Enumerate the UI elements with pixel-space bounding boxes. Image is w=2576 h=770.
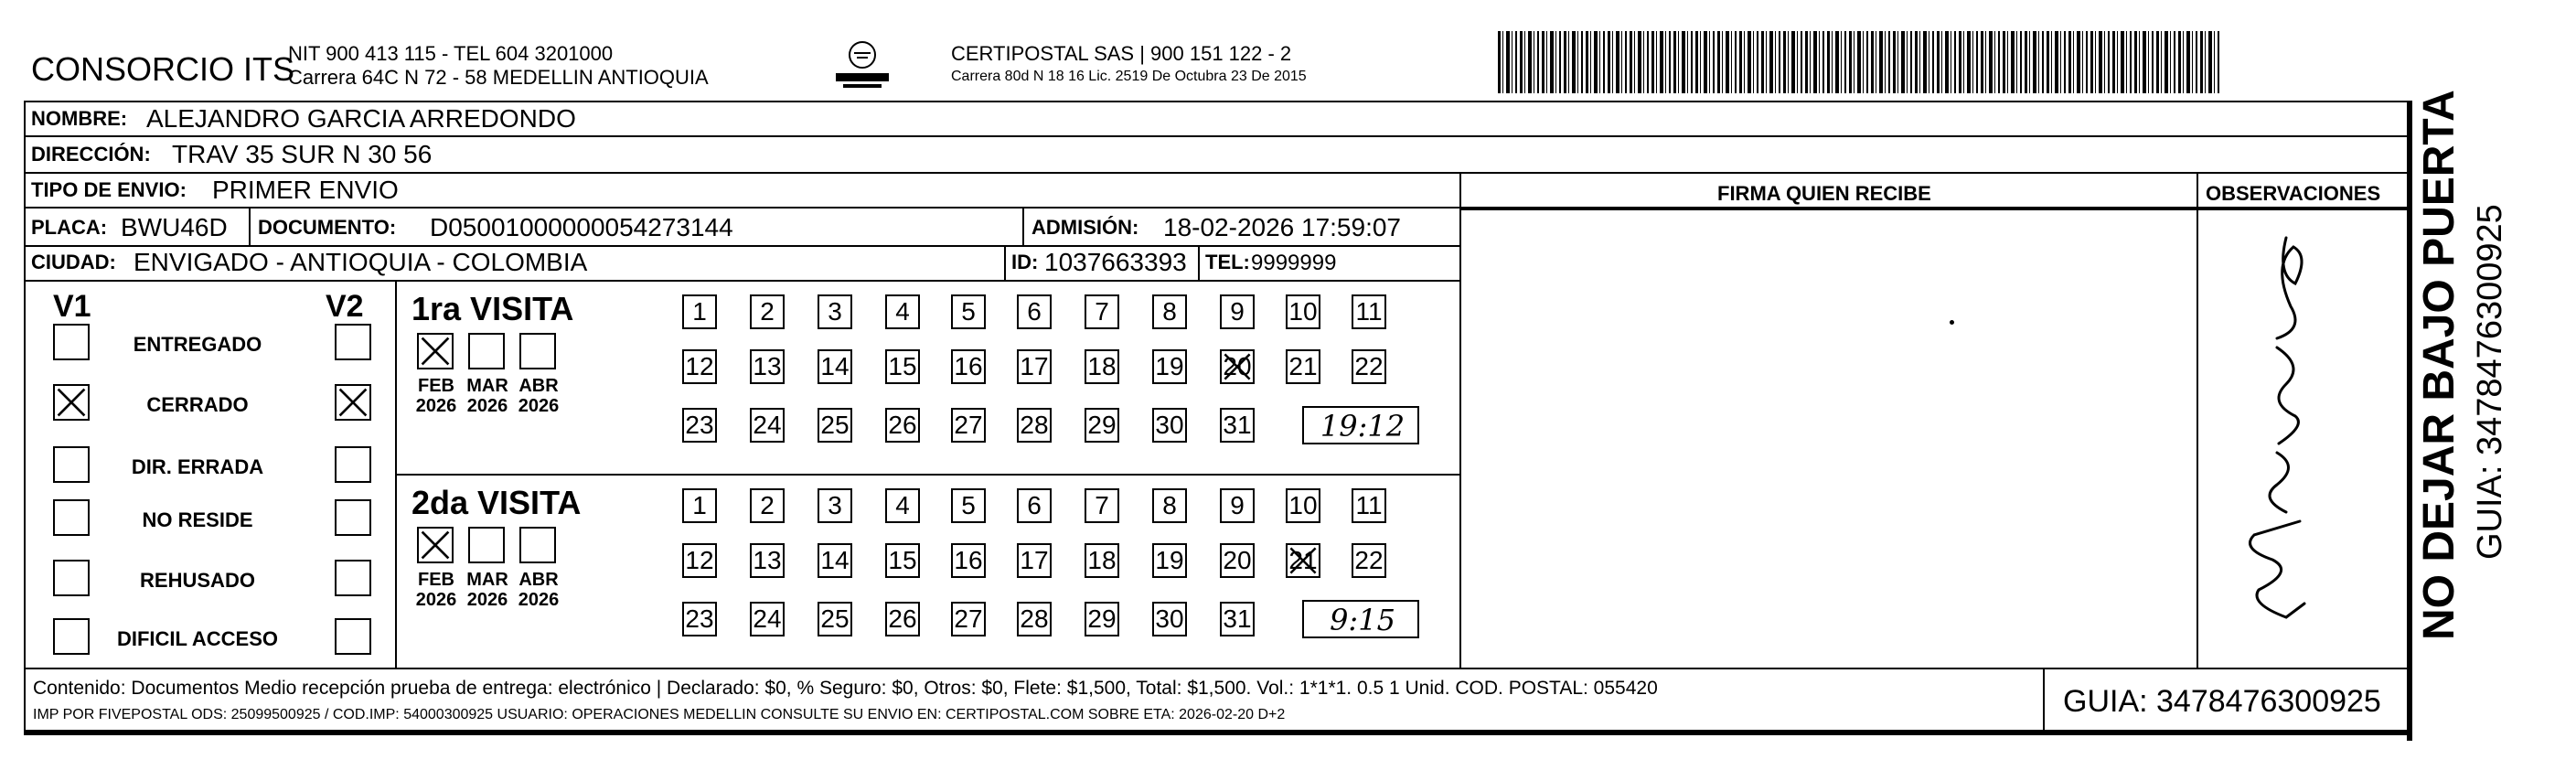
second-visit-day-box[interactable] [951,488,986,523]
nombre-value: ALEJANDRO GARCIA ARREDONDO [146,104,576,133]
first-visit-month-box[interactable] [468,333,505,369]
second-visit-year-label: 2026 [466,590,508,610]
second-visit-day-box[interactable] [1286,488,1320,523]
second-visit-day-number: 14 [820,546,850,574]
second-visit-day-box[interactable] [1085,543,1119,578]
second-visit-day-box[interactable] [885,488,920,523]
second-visit-day-box[interactable] [818,602,852,636]
first-visit-day-box[interactable] [682,408,717,443]
second-visit-day-box[interactable] [682,543,717,578]
second-visit-month-box[interactable] [417,527,454,563]
first-visit-month-box[interactable] [417,333,454,369]
first-visit-day-box[interactable] [1085,349,1119,384]
id-value: 1037663393 [1044,248,1187,276]
footer-content: Contenido: Documentos Medio recepción prueba de entrega: electrónico | Declarado: $0, % Seguro: $0, Otros: $0, Flete: $1,500, Total: $1,500. Vol.: 1*1*1. 0.5 1 Unid. COD. POSTAL: 055420 [33,678,1658,699]
second-visit-day-box[interactable] [1152,488,1187,523]
first-visit-day-number: 31 [1223,411,1252,439]
courier-license: Carrera 80d N 18 16 Lic. 2519 De Octubra 23 De 2015 [951,69,1307,84]
first-visit-day-number: 21 [1288,352,1318,380]
first-visit-year-label: 2026 [518,396,560,416]
first-visit-month-label: ABR [518,376,559,396]
second-visit-day-box[interactable] [818,543,852,578]
tel-label: TEL: [1205,251,1250,273]
second-visit-day-number: 30 [1155,604,1184,633]
second-visit-day-number: 1 [692,491,707,519]
second-visit-day-number: 24 [753,604,782,633]
second-visit-day-number: 25 [820,604,850,633]
first-visit-time-text: 19:12 [1320,409,1406,444]
status-label: ENTREGADO [133,333,262,356]
first-visit-month-label: FEB [418,376,454,396]
ciudad-value: ENVIGADO - ANTIOQUIA - COLOMBIA [134,248,588,276]
first-visit-day-box[interactable] [750,408,785,443]
first-visit-day-number: 25 [820,411,850,439]
first-visit-day-box[interactable] [951,294,986,329]
first-visit-day-box[interactable] [818,408,852,443]
first-visit-day-box[interactable] [1152,294,1187,329]
second-visit-day-number: 21 [1288,546,1318,574]
v2-header: V2 [326,289,364,324]
second-visit-day-box[interactable] [1085,602,1119,636]
second-visit-day-box[interactable] [1017,543,1052,578]
second-visit-day-number: 9 [1230,491,1245,519]
second-visit-day-box[interactable] [750,543,785,578]
second-visit-day-box[interactable] [885,543,920,578]
first-visit-day-number: 5 [961,297,976,326]
first-visit-month-label: MAR [466,376,508,396]
second-visit-day-box[interactable] [682,602,717,636]
dot-mark [1950,320,1954,325]
first-visit-title: 1ra VISITA [412,290,574,327]
admision-value: 18-02-2026 17:59:07 [1163,213,1401,241]
first-visit-day-box[interactable] [750,294,785,329]
status-label: DIR. ERRADA [131,455,264,478]
side-guia: GUIA: 3478476300925 [2471,204,2509,560]
first-visit-day-number: 29 [1087,411,1117,439]
first-visit-day-box[interactable] [1352,294,1386,329]
status-label: DIFICIL ACCESO [116,627,278,650]
first-visit-day-number: 20 [1223,352,1252,380]
direccion-label: DIRECCIÓN: [31,143,151,166]
footer-print-info: IMP POR FIVEPOSTAL ODS: 25099500925 / COD.IMP: 54000300925 USUARIO: OPERACIONES MEDELLIN CONSULTE SU ENVIO EN: CERTIPOSTAL.COM SOBRE ETA: 2026-02-20 D+2 [33,707,1286,722]
second-visit-time-text: 9:15 [1330,603,1395,637]
second-visit-day-box[interactable] [1152,543,1187,578]
first-visit-day-box[interactable] [1152,349,1187,384]
second-visit-month-box[interactable] [519,527,556,563]
first-visit-day-number: 4 [895,297,910,326]
second-visit-day-number: 16 [954,546,983,574]
first-visit-day-box[interactable] [682,349,717,384]
side-warning: NO DEJAR BAJO PUERTA [2415,90,2464,640]
first-visit-day-number: 19 [1155,352,1184,380]
second-visit-day-box[interactable] [1220,543,1255,578]
second-visit-day-number: 17 [1020,546,1049,574]
first-visit-day-number: 28 [1020,411,1049,439]
direccion-value: TRAV 35 SUR N 30 56 [172,140,433,168]
status-label: REHUSADO [140,569,255,592]
first-visit-day-box[interactable] [750,349,785,384]
v1-header: V1 [53,289,91,324]
signature [2222,219,2332,631]
first-visit-month-box[interactable] [519,333,556,369]
second-visit-day-number: 20 [1223,546,1252,574]
second-visit-day-number: 5 [961,491,976,519]
first-visit-day-box[interactable] [1017,349,1052,384]
first-visit-day-box[interactable] [1286,349,1320,384]
footer-guia: GUIA: 3478476300925 [2063,684,2381,719]
second-visit-day-number: 29 [1087,604,1117,633]
nombre-label: NOMBRE: [31,107,128,130]
second-visit-day-number: 19 [1155,546,1184,574]
first-visit-day-box[interactable] [1220,349,1255,384]
second-visit-day-box[interactable] [1152,602,1187,636]
company-address: Carrera 64C N 72 - 58 MEDELLIN ANTIOQUIA [288,66,709,89]
first-visit-day-box[interactable] [951,349,986,384]
first-visit-day-box[interactable] [818,294,852,329]
second-visit-day-box[interactable] [1352,488,1386,523]
first-visit-day-box[interactable] [1085,294,1119,329]
first-visit-day-number: 10 [1288,297,1318,326]
second-visit-day-box[interactable] [1017,602,1052,636]
first-visit-day-number: 7 [1095,297,1109,326]
second-visit-day-number: 18 [1087,546,1117,574]
tel-value: 9999999 [1251,251,1337,275]
documento-label: DOCUMENTO: [258,216,397,239]
second-visit-day-number: 2 [760,491,775,519]
first-visit-day-box[interactable] [885,294,920,329]
second-visit-day-box[interactable] [951,543,986,578]
tipo-envio-label: TIPO DE ENVIO: [31,178,187,201]
company-name: CONSORCIO ITS [31,50,295,88]
second-visit-day-box[interactable] [1352,543,1386,578]
second-visit-day-number: 22 [1354,546,1384,574]
first-visit-day-number: 16 [954,352,983,380]
second-visit-day-number: 3 [828,491,842,519]
first-visit-year-label: 2026 [466,396,508,416]
company-nit: NIT 900 413 115 - TEL 604 3201000 [288,42,614,65]
observaciones-header: OBSERVACIONES [2206,182,2381,205]
second-visit-day-number: 10 [1288,491,1318,519]
first-visit-day-number: 15 [888,352,917,380]
second-visit-day-number: 4 [895,491,910,519]
second-visit-day-box[interactable] [885,602,920,636]
barcode [1498,31,2222,93]
second-visit-month-label: MAR [466,570,508,590]
second-visit-year-label: 2026 [415,590,457,610]
id-label: ID: [1011,251,1039,273]
first-visit-day-number: 22 [1354,352,1384,380]
second-visit-day-number: 27 [954,604,983,633]
first-visit-day-number: 3 [828,297,842,326]
second-visit-month-box[interactable] [468,527,505,563]
first-visit-day-box[interactable] [1017,294,1052,329]
second-visit-day-number: 23 [685,604,714,633]
first-visit-time-box [1302,406,1419,444]
courier-logo [832,38,893,93]
first-visit-year-label: 2026 [415,396,457,416]
second-visit-day-box[interactable] [951,602,986,636]
first-visit-day-box[interactable] [951,408,986,443]
second-visit-day-number: 8 [1162,491,1177,519]
second-visit-day-number: 31 [1223,604,1252,633]
first-visit-day-box[interactable] [1352,349,1386,384]
first-visit-day-number: 18 [1087,352,1117,380]
second-visit-day-box[interactable] [1220,602,1255,636]
first-visit-day-number: 9 [1230,297,1245,326]
status-label: NO RESIDE [142,508,253,531]
documento-value: D05001000000054273144 [430,213,733,241]
placa-label: PLACA: [31,216,108,239]
first-visit-day-box[interactable] [1286,294,1320,329]
second-visit-time-box [1302,600,1419,638]
first-visit-day-box[interactable] [682,294,717,329]
second-visit-day-box[interactable] [682,488,717,523]
first-visit-day-number: 23 [685,411,714,439]
second-visit-month-label: ABR [518,570,559,590]
second-visit-day-box[interactable] [1220,488,1255,523]
second-visit-day-number: 13 [753,546,782,574]
first-visit-day-number: 6 [1027,297,1042,326]
first-visit-day-number: 14 [820,352,850,380]
firma-header: FIRMA QUIEN RECIBE [1717,182,1931,205]
second-visit-day-box[interactable] [750,602,785,636]
second-visit-day-number: 11 [1355,491,1383,519]
first-visit-day-box[interactable] [1017,408,1052,443]
first-visit-day-number: 13 [753,352,782,380]
first-visit-day-number: 17 [1020,352,1049,380]
second-visit-day-box[interactable] [1017,488,1052,523]
first-visit-day-box[interactable] [1220,408,1255,443]
first-visit-day-number: 8 [1162,297,1177,326]
second-visit-day-box[interactable] [750,488,785,523]
courier-name: CERTIPOSTAL SAS | 900 151 122 - 2 [951,42,1292,65]
second-visit-year-label: 2026 [518,590,560,610]
first-visit-day-box[interactable] [1085,408,1119,443]
first-visit-day-number: 27 [954,411,983,439]
first-visit-day-box[interactable] [885,349,920,384]
first-visit-day-box[interactable] [1220,294,1255,329]
ciudad-label: CIUDAD: [31,251,116,273]
first-visit-day-number: 26 [888,411,917,439]
first-visit-day-number: 11 [1355,297,1383,326]
second-visit-title: 2da VISITA [412,484,582,521]
second-visit-day-box[interactable] [1286,543,1320,578]
second-visit-month-label: FEB [418,570,454,590]
second-visit-day-number: 12 [685,546,714,574]
first-visit-day-number: 2 [760,297,775,326]
first-visit-day-box[interactable] [1152,408,1187,443]
second-visit-day-number: 26 [888,604,917,633]
second-visit-day-number: 7 [1095,491,1109,519]
second-visit-day-box[interactable] [818,488,852,523]
first-visit-day-number: 24 [753,411,782,439]
first-visit-day-number: 12 [685,352,714,380]
second-visit-day-number: 15 [888,546,917,574]
first-visit-day-number: 1 [692,297,707,326]
placa-value: BWU46D [121,213,228,241]
first-visit-day-box[interactable] [885,408,920,443]
first-visit-day-box[interactable] [818,349,852,384]
first-visit-day-number: 30 [1155,411,1184,439]
second-visit-day-number: 6 [1027,491,1042,519]
second-visit-day-box[interactable] [1085,488,1119,523]
second-visit-day-number: 28 [1020,604,1049,633]
tipo-envio-value: PRIMER ENVIO [212,176,399,204]
status-label: CERRADO [146,393,249,416]
admision-label: ADMISIÓN: [1031,216,1139,239]
